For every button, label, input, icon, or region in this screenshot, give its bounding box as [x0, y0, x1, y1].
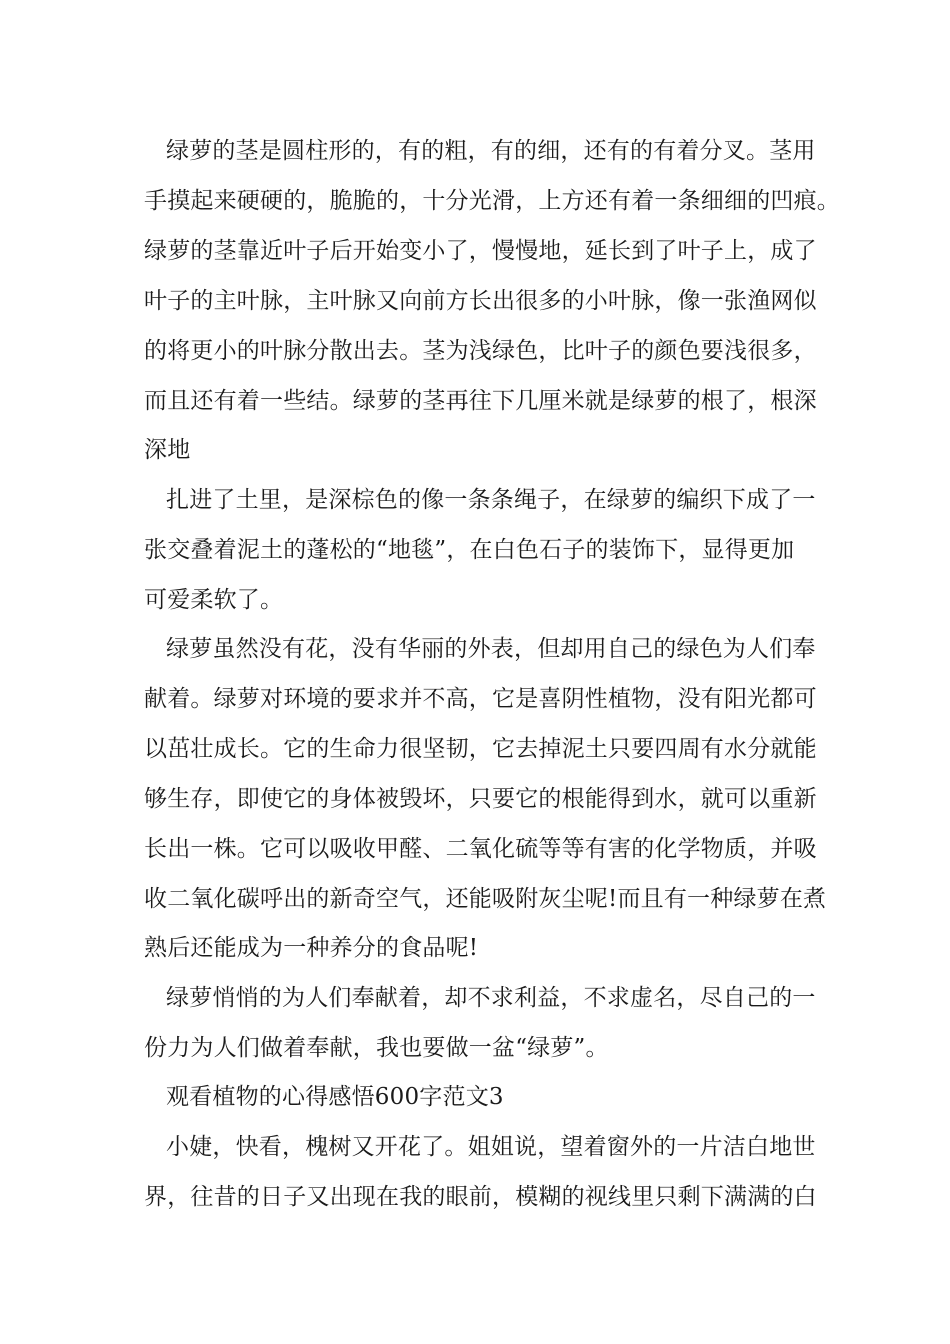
- text-line: 长出一株。它可以吸收甲醛、二氧化硫等等有害的化学物质，并吸: [144, 836, 817, 862]
- text-line: 份力为人们做着奉献，我也要做一盆“绿萝”。: [144, 1035, 609, 1061]
- text-line: 手摸起来硬硬的，脆脆的，十分光滑，上方还有着一条细细的凹痕。: [144, 188, 840, 214]
- text-line: 而且还有着一些结。绿萝的茎再往下几厘米就是绿萝的根了，根深: [144, 388, 817, 414]
- text-line: 熟后还能成为一种养分的食品呢!: [144, 935, 479, 961]
- text-line: 小婕，快看，槐树又开花了。姐姐说，望着窗外的一片洁白地世: [166, 1134, 816, 1160]
- text-line: 的将更小的叶脉分散出去。茎为浅绿色，比叶子的颜色要浅很多，: [144, 338, 817, 364]
- text-line: 够生存，即使它的身体被毁坏，只要它的根能得到水，就可以重新: [144, 786, 817, 812]
- text-line: 绿萝悄悄的为人们奉献着，却不求利益，不求虚名，尽自己的一: [166, 985, 816, 1011]
- text-line: 绿萝虽然没有花，没有华丽的外表，但却用自己的绿色为人们奉: [166, 636, 816, 662]
- text-line: 张交叠着泥土的蓬松的“地毯”，在白色石子的装饰下，显得更加: [144, 537, 795, 563]
- section-heading: 观看植物的心得感悟600字范文3: [166, 1084, 504, 1110]
- text-line: 以茁壮成长。它的生命力很坚韧，它去掉泥土只要四周有水分就能: [144, 736, 817, 762]
- text-line: 界，往昔的日子又出现在我的眼前，模糊的视线里只剩下满满的白: [144, 1184, 817, 1210]
- text-line: 收二氧化碳呼出的新奇空气，还能吸附灰尘呢!而且有一种绿萝在煮: [144, 886, 827, 912]
- text-line: 扎进了土里，是深棕色的像一条条绳子，在绿萝的编织下成了一: [166, 487, 816, 513]
- text-line: 献着。绿萝对环境的要求并不高，它是喜阴性植物，没有阳光都可: [144, 686, 817, 712]
- text-line: 叶子的主叶脉，主叶脉又向前方长出很多的小叶脉，像一张渔网似: [144, 288, 817, 314]
- text-line: 可爱柔软了。: [144, 587, 284, 613]
- text-line: 深地: [144, 437, 191, 463]
- text-line: 绿萝的茎是圆柱形的，有的粗，有的细，还有的有着分叉。茎用: [166, 138, 816, 164]
- text-line: 绿萝的茎靠近叶子后开始变小了，慢慢地，延长到了叶子上，成了: [144, 238, 817, 264]
